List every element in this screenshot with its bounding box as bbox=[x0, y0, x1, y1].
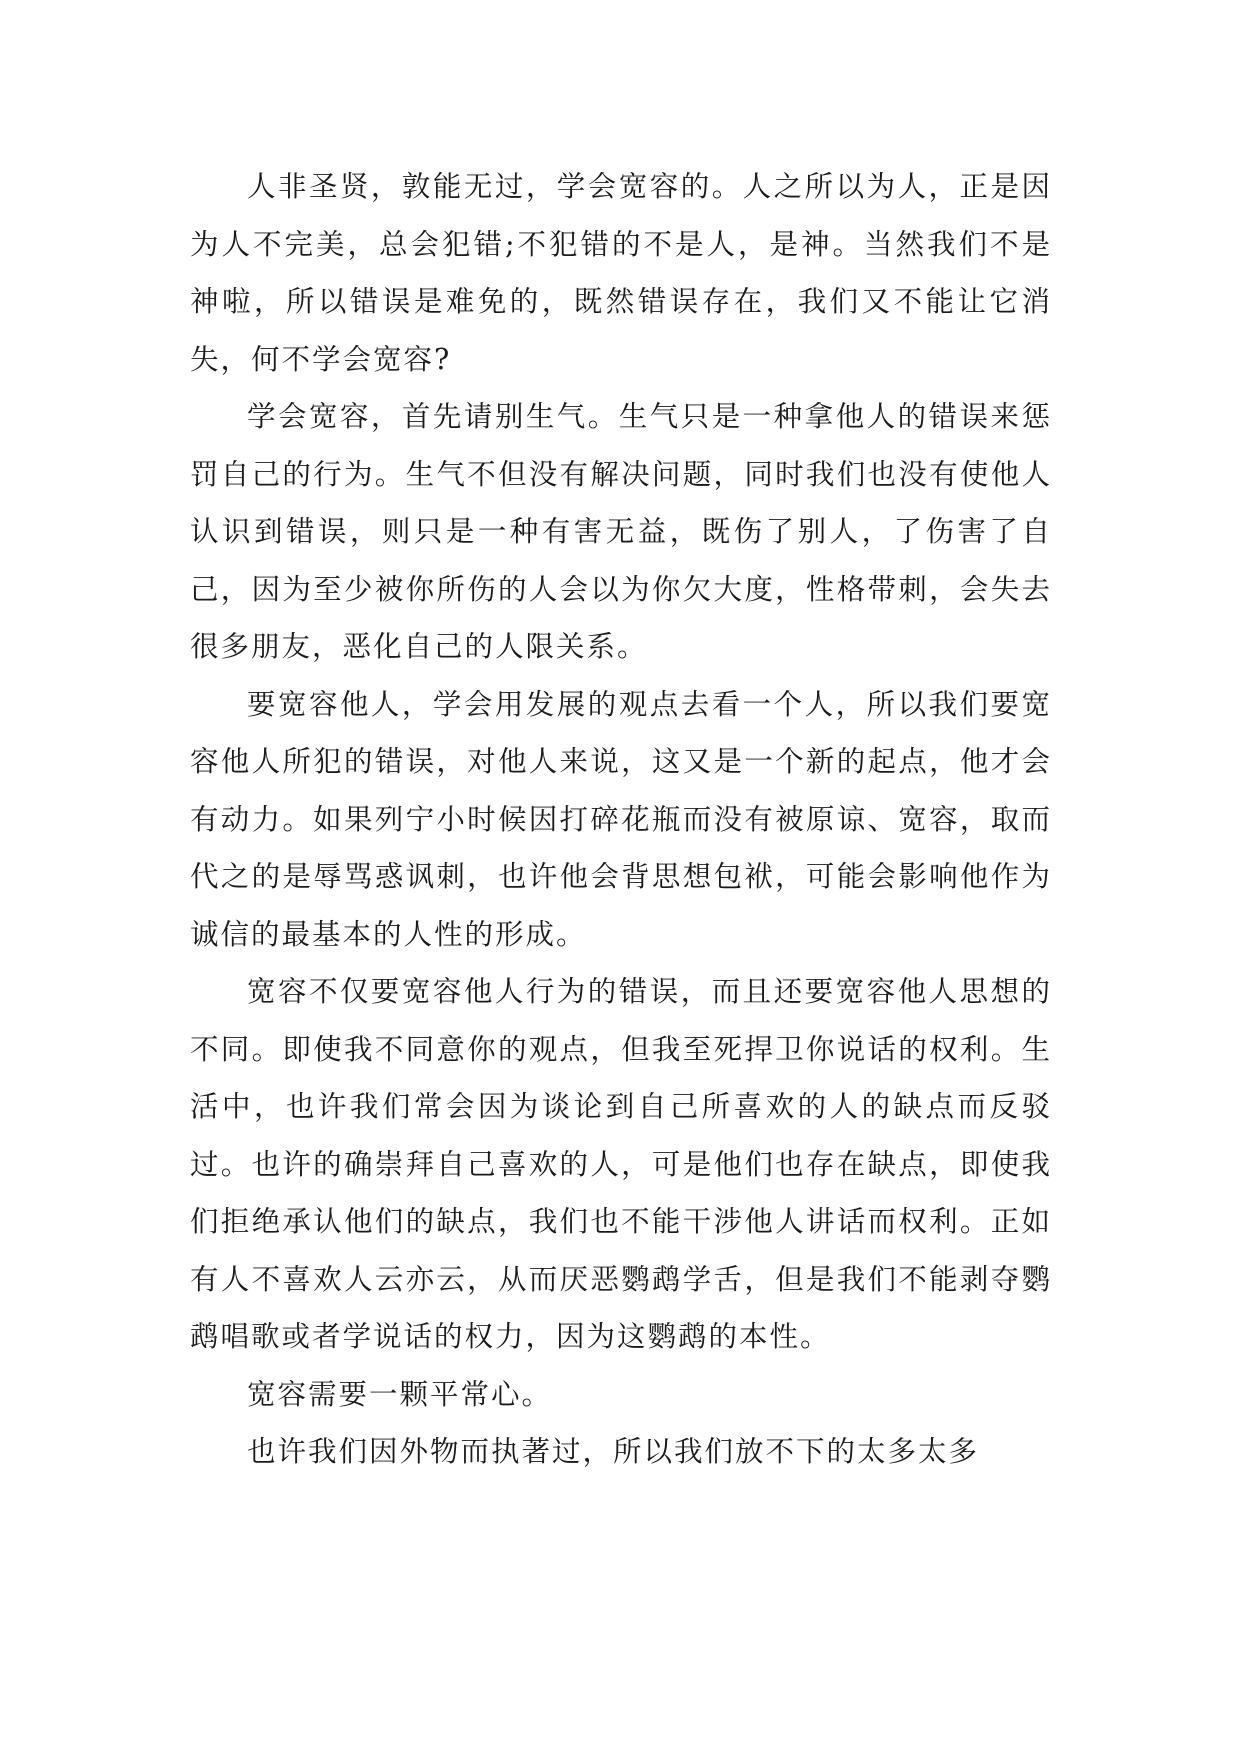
paragraph-1: 人非圣贤，敦能无过，学会宽容的。人之所以为人，正是因为人不完美，总会犯错;不犯错的不是人，是神。当然我们不是神啦，所以错误是难免的，既然错误存在，我们又不能让它消失，何不学会宽容? bbox=[190, 170, 1052, 376]
paragraph-5: 宽容需要一颗平常心。 bbox=[247, 1377, 553, 1411]
paragraph-3: 要宽容他人，学会用发展的观点去看一个人，所以我们要宽容他人所犯的错误，对他人来说，这又是一个新的起点，他才会有动力。如果列宁小时候因打碎花瓶而没有被原谅、宽容，取而代之的是辱骂惑讽刺，也许他会背思想包袱，可能会影响他作为诚信的最基本的人性的形成。 bbox=[190, 687, 1052, 951]
paragraph-4: 宽容不仅要宽容他人行为的错误，而且还要宽容他人思想的不同。即使我不同意你的观点，但我至死捍卫你说话的权利。生活中，也许我们常会因为谈论到自己所喜欢的人的缺点而反驳过。也许的确崇拜自己喜欢的人，可是他们也存在缺点，即使我们拒绝承认他们的缺点，我们也不能干涉他人讲话而权利。正如有人不喜欢人云亦云，从而厌恶鹦鹉学舌，但是我们不能剥夺鹦鹉唱歌或者学说话的权力，因为这鹦鹉的本性。 bbox=[190, 975, 1052, 1353]
paragraph-6: 也许我们因外物而执著过，所以我们放不下的太多太多 bbox=[247, 1435, 980, 1468]
document-body bbox=[190, 158, 1052, 1481]
paragraph-2: 学会宽容，首先请别生气。生气只是一种拿他人的错误来惩罚自己的行为。生气不但没有解决问题，同时我们也没有使他人认识到错误，则只是一种有害无益，既伤了别人，了伤害了自己，因为至少被你所伤的人会以为你欠大度，性格带刺，会失去很多朋友，恶化自己的人限关系。 bbox=[190, 400, 1052, 663]
